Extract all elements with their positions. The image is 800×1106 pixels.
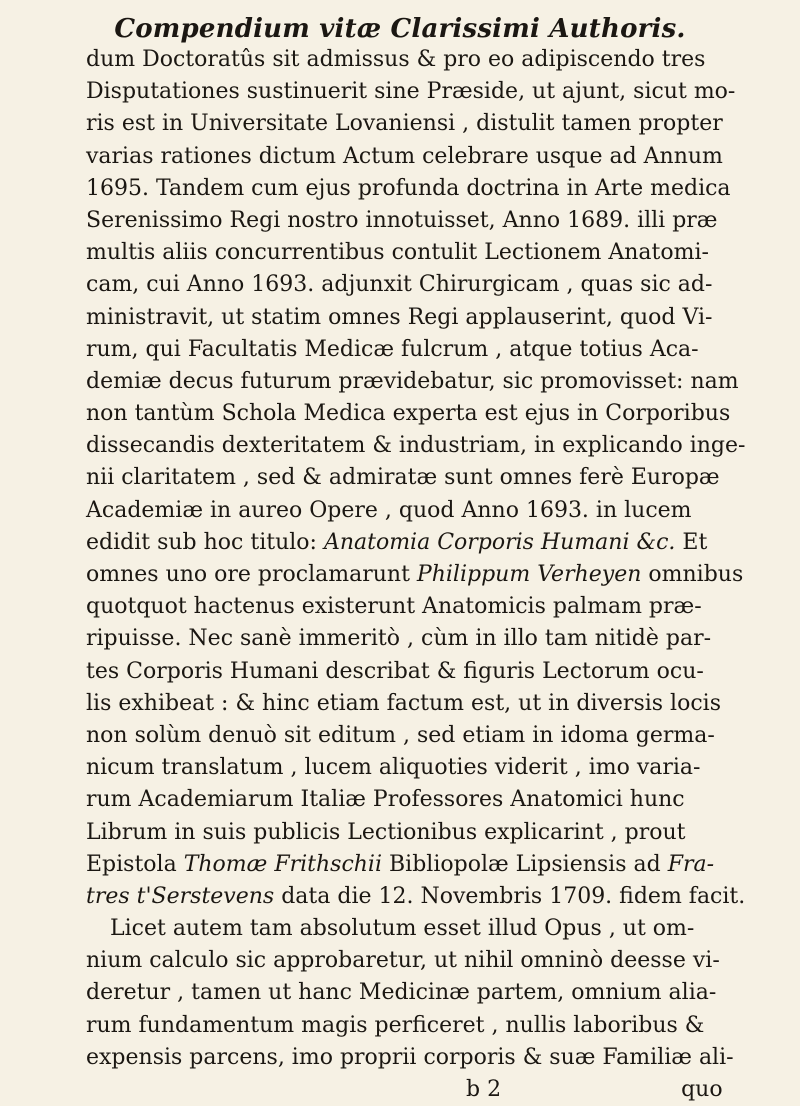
text-run: Et	[675, 529, 708, 555]
text-line: ministravit, ut statim omnes Regi applauserint, quod Vi-	[86, 304, 713, 330]
text-line: Librum in suis publicis Lectionibus explicarint , prout	[86, 819, 686, 845]
person-name: Thomæ Frithschii	[183, 851, 383, 877]
text-line	[86, 881, 800, 913]
text-run: Bibliopolæ Lipsiensis ad	[382, 851, 668, 877]
text-line	[86, 849, 800, 881]
author-name: Philippum Verheyen	[416, 562, 642, 587]
text-line: demiæ decus futurum prævidebatur, sic promovisset: nam	[86, 368, 739, 394]
text-line: dissecandis dexteritatem & industriam, in explicando inge-	[86, 433, 746, 459]
text-run-italic: &c.	[636, 529, 676, 555]
text-line: Disputationes sustinuerit sine Præside, ut ajunt, sicut mo-	[86, 79, 736, 105]
signature-mark: b 2	[466, 1077, 502, 1102]
text-line: cam, cui Anno 1693. adjunxit Chirurgicam , quas sic ad-	[86, 272, 713, 298]
text-run: omnibus	[641, 562, 744, 587]
text-line: expensis parcens, imo proprii corporis & suæ Familiæ ali-	[86, 1044, 734, 1070]
text-line	[86, 559, 800, 591]
running-title: Compendium vitæ Clarissimi Authoris.	[114, 14, 686, 44]
text-line: rum, qui Facultatis Medicæ fulcrum , atque totius Aca-	[86, 336, 699, 362]
text-line: 1695. Tandem cum ejus profunda doctrina in Arte medica	[86, 175, 731, 201]
text-line: nicum translatum , lucem aliquoties viderit , imo varia-	[86, 755, 701, 781]
text-line: nium calculo sic approbaretur, ut nihil omninò deesse vi-	[86, 948, 720, 974]
text-line: lis exhibeat : & hinc etiam factum est, ut in diversis locis	[86, 690, 721, 716]
text-run-italic: Fra-	[667, 851, 715, 877]
text-run: edidit sub hoc titulo:	[86, 529, 324, 555]
text-line: nii claritatem , sed & admiratæ sunt omnes ferè Europæ	[86, 465, 720, 491]
text-line: rum fundamentum magis perficeret , nullis laboribus &	[86, 1012, 705, 1038]
text-run: omnes uno ore proclamarunt	[86, 562, 417, 587]
text-run	[630, 530, 637, 555]
book-title: Anatomia Corporis Humani	[323, 529, 630, 555]
text-line: dum Doctoratûs sit admissus & pro eo adipiscendo tres	[86, 47, 706, 72]
text-line: non tantùm Schola Medica experta est ejus in Corporibus	[86, 401, 731, 427]
text-line: non solùm denuò sit editum , sed etiam in idoma germa-	[86, 722, 715, 748]
text-line: ris est in Universitate Lovaniensi , distulit tamen propter	[86, 111, 723, 137]
text-line: rum Academiarum Italiæ Professores Anatomici hunc	[86, 787, 685, 813]
person-name: tres t'Serstevens	[86, 883, 275, 909]
text-line: Academiæ in aureo Opere , quod Anno 1693. in lucem	[86, 497, 692, 523]
text-line	[86, 527, 800, 559]
text-line: multis aliis concurrentibus contulit Lectionem Anatomi-	[86, 240, 709, 266]
text-line: ripuisse. Nec sanè immeritò , cùm in illo tam nitidè par-	[86, 626, 712, 652]
body-text	[86, 44, 800, 1106]
text-line: varias rationes dictum Actum celebrare usque ad Annum	[86, 143, 723, 169]
text-line: Licet autem tam absolutum esset illud Opus , ut om-	[110, 916, 695, 942]
text-line: quotquot hactenus existerunt Anatomicis palmam præ-	[86, 594, 702, 620]
catchword: quo	[681, 1077, 723, 1102]
text-run: Epistola	[86, 851, 184, 877]
page-footer	[86, 1074, 800, 1106]
text-line: deretur , tamen ut hanc Medicinæ partem, omnium alia-	[86, 980, 717, 1006]
text-line: tes Corporis Humani describat & figuris Lectorum ocu-	[86, 658, 704, 684]
text-line: Serenissimo Regi nostro innotuisset, Anno 1689. illi præ	[86, 207, 718, 233]
text-run: data die 12. Novembris 1709. fidem facit.	[274, 883, 746, 909]
